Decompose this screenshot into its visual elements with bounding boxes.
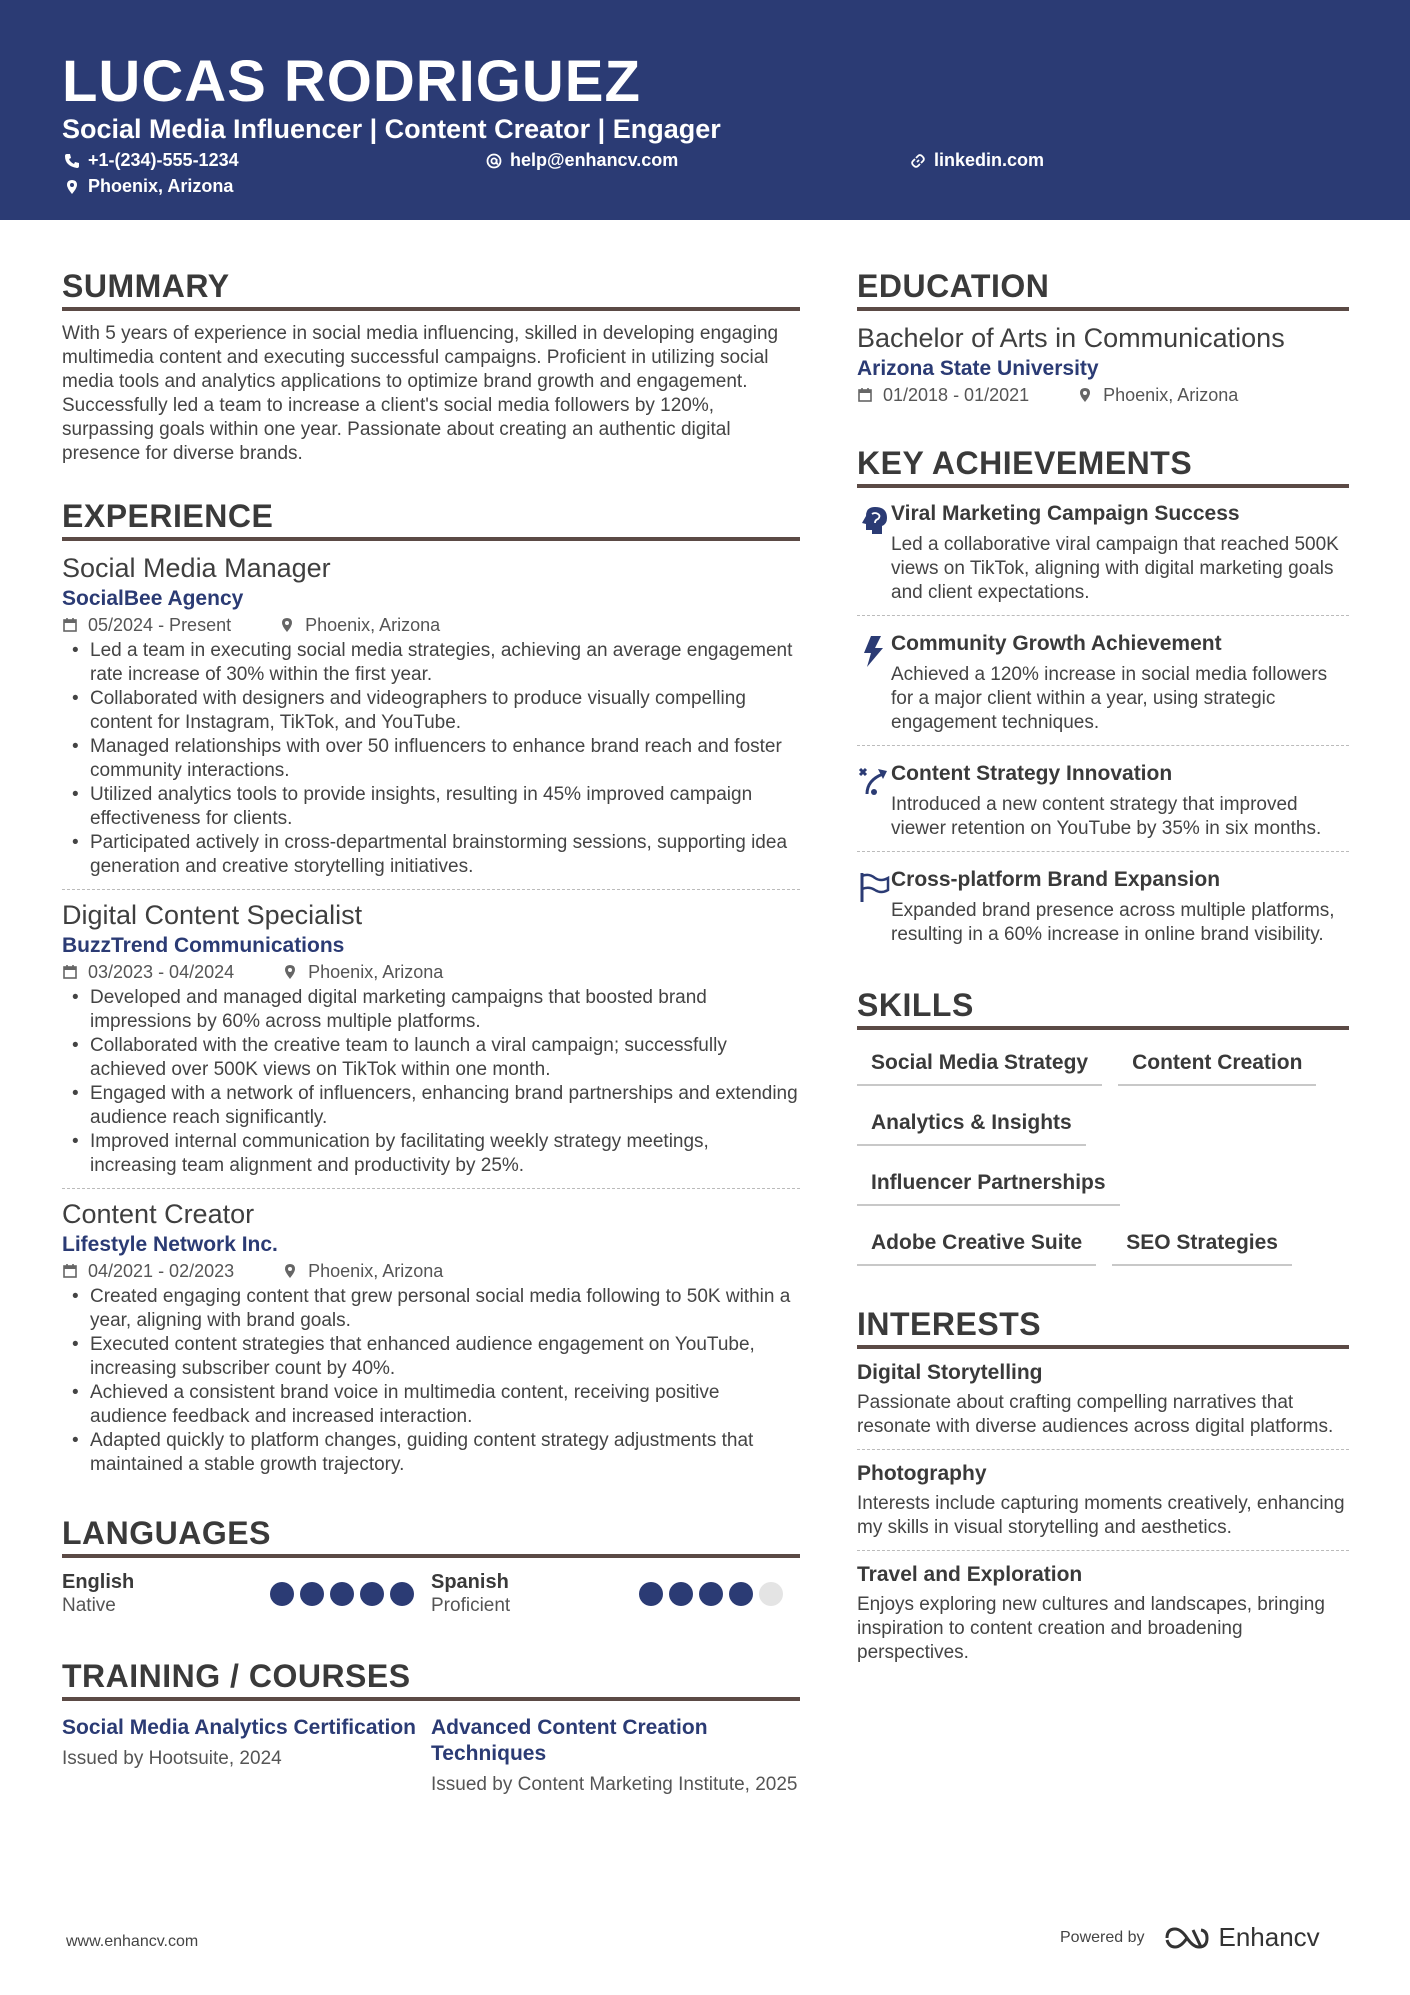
job-bullet: • Executed content strategies that enhanced audience engagement on YouTube, increasing subscriber count by 40%. [62,1333,800,1381]
job-location: Phoenix, Arizona [305,615,441,635]
education-heading: EDUCATION [857,266,1349,311]
achievement-desc: Expanded brand presence across multiple platforms, resulting in a 60% increase in online brand visibility. [891,900,1335,945]
calendar-icon [857,387,873,403]
phone-text: +1-(234)-555-1234 [88,150,239,170]
job-role: Social Media Manager [62,553,331,583]
job-dates: 04/2021 - 02/2023 [88,1261,235,1281]
job-entry [62,551,800,889]
summary-heading: SUMMARY [62,266,800,311]
job-entry [62,1197,800,1477]
divider [857,745,1349,746]
job-company: BuzzTrend Communications [62,934,345,957]
achievement-title: Content Strategy Innovation [891,762,1173,785]
candidate-title: Social Media Influencer | Content Creator | Engager [62,114,721,144]
enhancv-logo-icon [1163,1925,1211,1951]
skill-tag: Content Creation [1118,1050,1316,1086]
job-bullet: • Engaged with a network of influencers, enhancing brand partnerships and extending audience reach significantly. [62,1082,800,1130]
rating-dot-filled [390,1582,414,1606]
achievement-title: Cross-platform Brand Expansion [891,868,1221,891]
rating-dot-empty [759,1582,783,1606]
head-brain-icon [857,504,891,538]
skills-list [857,1050,1349,1290]
job-bullets [62,639,800,879]
strategy-path-icon [857,764,891,798]
location-pin-icon [282,1263,298,1279]
language-level: Proficient [431,1595,511,1616]
divider [62,889,800,890]
achievement-desc: Introduced a new content strategy that improved viewer retention on YouTube by 35% in six months. [891,794,1322,839]
job-dates: 03/2023 - 04/2024 [88,962,235,982]
language-rating [270,1582,414,1618]
lightning-bolt-icon [857,634,891,668]
achievement-title: Community Growth Achievement [891,632,1222,655]
job-bullet: • Managed relationships with over 50 influencers to enhance brand reach and foster community interactions. [62,735,800,783]
job-bullets [62,986,800,1178]
calendar-icon [62,964,78,980]
job-bullet: • Utilized analytics tools to provide insights, resulting in 45% improved campaign effectiveness for clients. [62,783,800,831]
skill-tag: Adobe Creative Suite [857,1230,1096,1266]
job-role: Digital Content Specialist [62,900,363,930]
divider [857,1449,1349,1450]
rating-dot-filled [300,1582,324,1606]
interest-desc: Interests include capturing moments creatively, enhancing my skills in visual storytelling and aesthetics. [857,1493,1345,1538]
interest-title: Photography [857,1462,987,1485]
achievements-heading: KEY ACHIEVEMENTS [857,443,1349,488]
job-entry [62,898,800,1188]
course-item [62,1715,431,1797]
rating-dot-filled [699,1582,723,1606]
calendar-icon [62,1263,78,1279]
job-company: Lifestyle Network Inc. [62,1233,278,1256]
job-meta [62,960,800,984]
linkedin-text: linkedin.com [934,150,1045,170]
job-meta [62,1259,800,1283]
language-item [62,1570,431,1618]
at-sign-icon [486,153,502,169]
resume-header [0,0,1410,220]
education-meta [857,383,1349,407]
footer-website[interactable]: www.enhancv.com [66,1933,199,1950]
achievement-title: Viral Marketing Campaign Success [891,502,1240,525]
email-text: help@enhancv.com [510,150,679,170]
divider [857,1550,1349,1551]
interest-title: Travel and Exploration [857,1563,1083,1586]
achievement-item [857,760,1349,851]
job-bullet: • Collaborated with designers and videographers to produce visually compelling content for Instagram, TikTok, and YouTube. [62,687,800,735]
job-bullet: • Led a team in executing social media strategies, achieving an average engagement rate increase of 30% within the first year. [62,639,800,687]
language-name: Spanish [431,1571,509,1593]
job-meta [62,613,800,637]
location-pin-icon [282,964,298,980]
job-bullets [62,1285,800,1477]
candidate-name: LUCAS RODRIGUEZ [62,49,641,114]
education-degree: Bachelor of Arts in Communications [857,323,1285,353]
education-dates: 01/2018 - 01/2021 [883,385,1030,405]
interest-item [857,1561,1349,1665]
link-icon [910,153,926,169]
job-location: Phoenix, Arizona [308,1261,444,1281]
rating-dot-filled [729,1582,753,1606]
divider [62,1188,800,1189]
contact-email[interactable] [486,150,678,171]
rating-dot-filled [669,1582,693,1606]
course-title: Advanced Content Creation Techniques [431,1716,708,1765]
achievement-item [857,630,1349,745]
job-bullet: • Improved internal communication by facilitating weekly strategy meetings, increasing team alignment and productivity by 25%. [62,1130,800,1178]
language-rating [639,1582,783,1618]
job-bullet: • Collaborated with the creative team to launch a viral campaign; successfully achieved over 500K views on TikTok within one month. [62,1034,800,1082]
left-column [62,266,800,1797]
interest-title: Digital Storytelling [857,1361,1043,1384]
experience-heading: EXPERIENCE [62,496,800,541]
achievement-item [857,866,1349,947]
achievement-desc: Led a collaborative viral campaign that reached 500K views on TikTok, aligning with digital marketing goals and client expectations. [891,534,1339,603]
job-bullet: • Participated actively in cross-departmental brainstorming sessions, supporting idea generation and creative storytelling initiatives. [62,831,800,879]
phone-icon [64,153,80,169]
course-title: Social Media Analytics Certification [62,1716,416,1739]
flag-icon [857,870,891,904]
course-source: Issued by Content Marketing Institute, 2025 [431,1774,798,1795]
contact-location [64,176,233,197]
course-source: Issued by Hootsuite, 2024 [62,1748,282,1769]
education-location: Phoenix, Arizona [1103,385,1239,405]
languages-heading: LANGUAGES [62,1513,800,1558]
job-dates: 05/2024 - Present [88,615,232,635]
divider [857,851,1349,852]
skill-tag: Influencer Partnerships [857,1170,1120,1206]
location-text: Phoenix, Arizona [88,176,234,196]
contact-linkedin[interactable] [910,150,1044,171]
job-location: Phoenix, Arizona [308,962,444,982]
contact-phone[interactable] [64,150,239,171]
powered-by-label: Powered by [1060,1928,1145,1946]
divider [857,615,1349,616]
skill-tag: Analytics & Insights [857,1110,1086,1146]
rating-dot-filled [639,1582,663,1606]
skill-tag: SEO Strategies [1112,1230,1292,1266]
job-bullet: • Achieved a consistent brand voice in multimedia content, receiving positive audience feedback and increased interaction. [62,1381,800,1429]
achievement-item [857,500,1349,615]
achievement-desc: Achieved a 120% increase in social media followers for a major client within a year, using strategic engagement techniques. [891,664,1328,733]
job-bullet: • Adapted quickly to platform changes, guiding content strategy adjustments that maintained a stable growth trajectory. [62,1429,800,1477]
interest-desc: Passionate about crafting compelling narratives that resonate with diverse audiences across digital platforms. [857,1392,1334,1437]
job-company: SocialBee Agency [62,587,244,610]
rating-dot-filled [330,1582,354,1606]
course-item [431,1715,800,1797]
courses-list [62,1715,800,1797]
brand-logo [1163,1922,1320,1953]
rating-dot-filled [270,1582,294,1606]
interest-item [857,1460,1349,1550]
skill-tag: Social Media Strategy [857,1050,1102,1086]
courses-heading: TRAINING / COURSES [62,1656,800,1701]
calendar-icon [62,617,78,633]
languages-list [62,1570,800,1618]
interests-heading: INTERESTS [857,1304,1349,1349]
language-item [431,1570,800,1618]
language-level: Native [62,1595,116,1616]
summary-text: With 5 years of experience in social media influencing, skilled in developing engaging multimedia content and executing successful campaigns. Proficient in utilizing social media tools and analytics applications to optimize brand growth and engagement. Successfully led a team to increase a client's social media followers by 120%, surpassing goals within one year. Passionate about creating an authentic digital presence for diverse brands. [62,323,779,464]
rating-dot-filled [360,1582,384,1606]
brand-name: Enhancv [1218,1922,1320,1952]
location-pin-icon [64,179,80,195]
job-bullet: • Created engaging content that grew personal social media following to 50K within a year, aligning with brand goals. [62,1285,800,1333]
interest-item [857,1359,1349,1449]
job-bullet: • Developed and managed digital marketing campaigns that boosted brand impressions by 60% across multiple platforms. [62,986,800,1034]
interest-desc: Enjoys exploring new cultures and landscapes, bringing inspiration to content creation and broadening perspectives. [857,1594,1325,1663]
footer-branding[interactable] [1060,1922,1320,1953]
skills-heading: SKILLS [857,985,1349,1030]
right-column [857,266,1349,1665]
location-pin-icon [279,617,295,633]
language-name: English [62,1571,135,1593]
location-pin-icon [1077,387,1093,403]
job-role: Content Creator [62,1199,255,1229]
education-school: Arizona State University [857,357,1099,380]
